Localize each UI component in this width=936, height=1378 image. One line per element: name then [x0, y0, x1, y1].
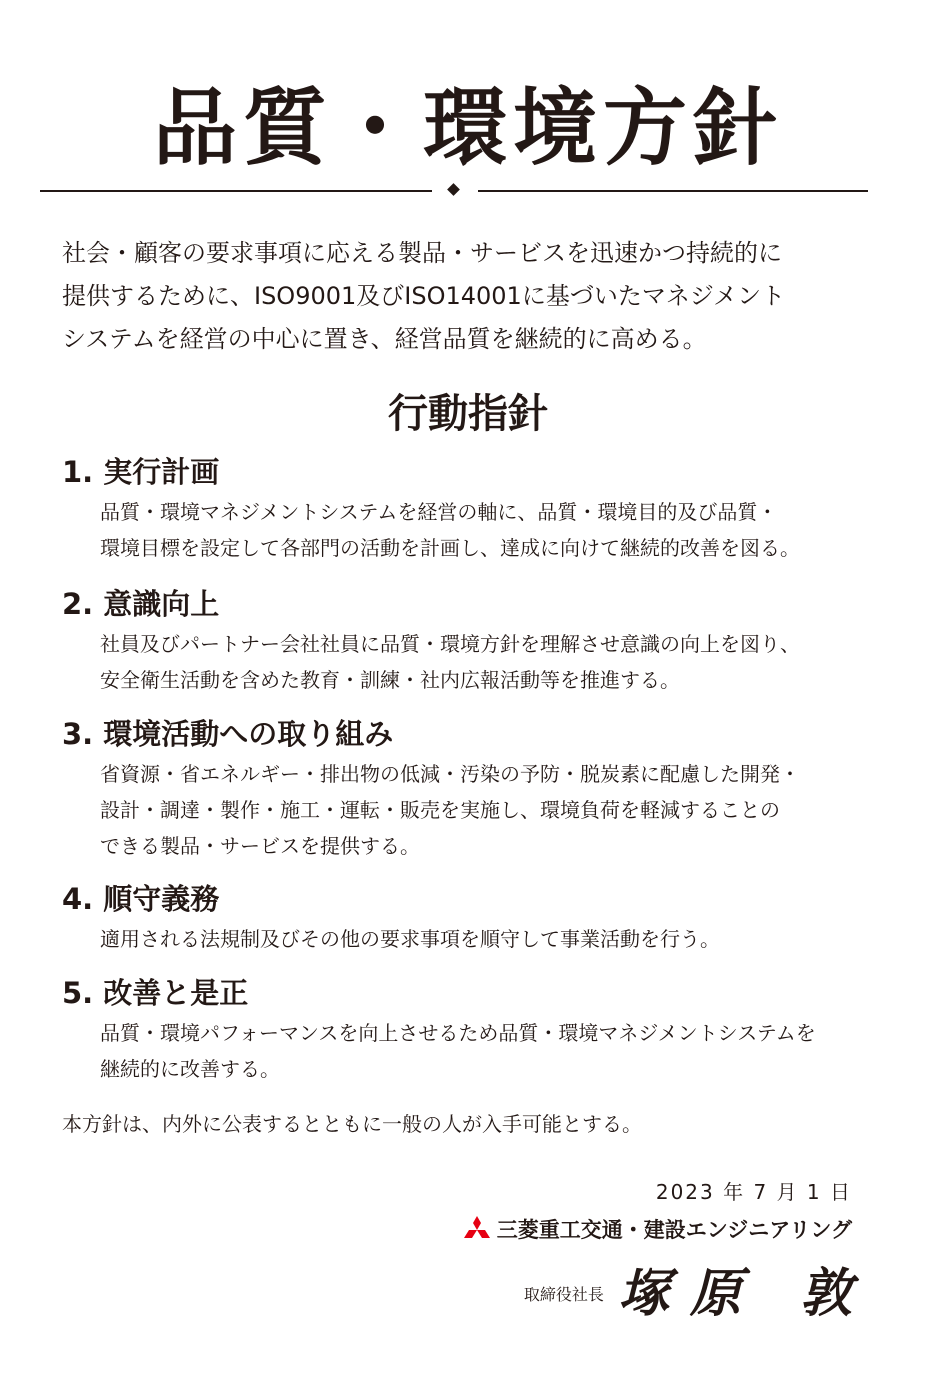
policy-item-heading: 2. 意識向上: [62, 587, 220, 621]
policy-item-2: [62, 584, 882, 698]
signatory-name: 塚原 敦: [617, 1262, 872, 1324]
policy-item-line: 品質・環境マネジメントシステムを経営の軸に、品質・環境目的及び品質・: [100, 500, 778, 524]
policy-item-line: 省資源・省エネルギー・排出物の低減・汚染の予防・脱炭素に配慮した開発・: [100, 762, 800, 786]
policy-item-body: [100, 626, 882, 698]
policy-item-line: 社員及びパートナー会社社員に品質・環境方針を理解させ意識の向上を図り、: [100, 632, 800, 656]
title-divider-diamond: [447, 183, 460, 196]
policy-item-body: [100, 494, 882, 566]
company-block: [463, 1212, 852, 1246]
intro-line: 提供するために、ISO9001及びISO14001に基づいたマネジメント: [62, 282, 786, 310]
signatory-title: 取締役社長: [523, 1284, 604, 1304]
issue-date: 2023 年 7 月 1 日: [655, 1180, 852, 1204]
logo-diamond-right: [477, 1230, 490, 1238]
three-diamonds-icon: [463, 1215, 491, 1243]
policy-item-heading: 4. 順守義務: [62, 882, 220, 916]
title-divider-left: [40, 190, 432, 192]
policy-item-body: [100, 756, 882, 864]
logo-diamond-top: [473, 1216, 481, 1230]
policy-item-heading: 5. 改善と是正: [62, 976, 249, 1010]
policy-item-line: 環境目標を設定して各部門の活動を計画し、達成に向けて継続的改善を図る。: [100, 536, 800, 560]
policy-item-body: [100, 1015, 882, 1087]
signature-block: [523, 1256, 872, 1324]
page-title: 品質・環境方針: [152, 79, 783, 177]
intro-paragraph: [62, 232, 882, 361]
policy-item-line: 品質・環境パフォーマンスを向上させるため品質・環境マネジメントシステムを: [100, 1021, 816, 1045]
policy-item-line: 継続的に改善する。: [100, 1057, 280, 1081]
intro-line: システムを経営の中心に置き、経営品質を継続的に高める。: [62, 325, 707, 353]
policy-item-line: できる製品・サービスを提供する。: [100, 834, 420, 858]
policy-item-1: [62, 452, 882, 566]
policy-item-line: 適用される法規制及びその他の要求事項を順守して事業活動を行う。: [100, 927, 720, 951]
intro-line: 社会・顧客の要求事項に応える製品・サービスを迅速かつ持続的に: [62, 239, 782, 267]
logo-diamond-left: [464, 1230, 477, 1238]
policy-item-body: [100, 921, 882, 957]
company-name: 三菱重工交通・建設エンジニアリング: [496, 1218, 852, 1242]
title-divider-right: [478, 190, 868, 192]
closing-statement: 本方針は、内外に公表するとともに一般の人が入手可能とする。: [62, 1112, 642, 1136]
policy-item-heading: 1. 実行計画: [62, 455, 220, 489]
policy-item-3: [62, 714, 882, 864]
policy-item-line: 安全衛生活動を含めた教育・訓練・社内広報活動等を推進する。: [100, 668, 680, 692]
policy-item-5: [62, 973, 882, 1087]
policy-item-heading: 3. 環境活動への取り組み: [62, 717, 394, 751]
policy-item-4: [62, 879, 882, 957]
section-title: 行動指針: [388, 391, 548, 437]
policy-item-line: 設計・調達・製作・施工・運転・販売を実施し、環境負荷を軽減することの: [100, 798, 780, 822]
